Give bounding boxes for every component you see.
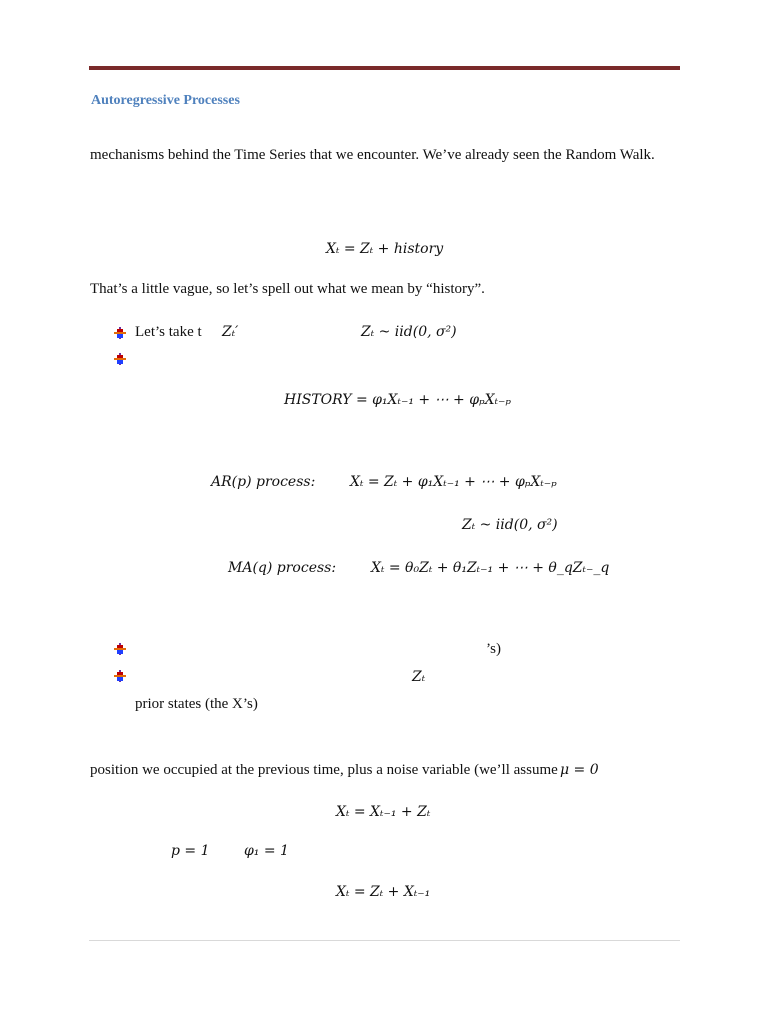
p-value: p = 1 [171,843,210,859]
bullet-4-symbol: Zₜ [412,669,426,685]
ma-label: MA(q) process: [228,560,337,576]
bullet-arrow-icon [114,670,126,682]
bullet-1-distribution: Zₜ ~ iid(0, σ²) [361,324,457,340]
equation-random-walk-2: Xₜ = Zₜ + Xₜ₋₁ [336,884,431,900]
equation-history: HISTORY = φ₁Xₜ₋₁ + ⋯ + φₚXₜ₋ₚ [284,392,512,408]
paragraph-3: position we occupied at the previous time, plus a noise variable (we’ll assume [90,762,558,778]
paragraph-2: That’s a little vague, so let’s spell out what we mean by “history”. [90,281,485,297]
ar-label: AR(p) process: [211,474,316,490]
ma-equation: Xₜ = θ₀Zₜ + θ₁Zₜ₋₁ + ⋯ + θ_qZₜ₋_q [371,560,610,576]
bullet-4-continuation: prior states (the X’s) [135,696,258,712]
bullet-arrow-icon [114,353,126,365]
equation-random-walk-1: Xₜ = Xₜ₋₁ + Zₜ [336,804,431,820]
phi-value: φ₁ = 1 [244,843,289,859]
bullet-arrow-icon [114,643,126,655]
bullet-1-symbol: Zₜ′ [222,324,239,340]
section-heading: Autoregressive Processes [91,93,240,108]
paragraph-3-math: μ = 0 [560,762,599,778]
top-rule [89,66,680,70]
paragraph-1: mechanisms behind the Time Series that we encounter. We’ve already seen the Random Walk. [90,147,655,163]
bottom-rule [89,940,680,941]
bullet-1-text: Let’s take t [135,324,202,340]
equation-main: Xₜ = Zₜ + history [326,241,444,257]
bullet-3-tail: ’s) [486,641,501,657]
bullet-arrow-icon [114,327,126,339]
ar-equation: Xₜ = Zₜ + φ₁Xₜ₋₁ + ⋯ + φₚXₜ₋ₚ [350,474,557,490]
noise-distribution: Zₜ ~ iid(0, σ²) [462,517,558,533]
